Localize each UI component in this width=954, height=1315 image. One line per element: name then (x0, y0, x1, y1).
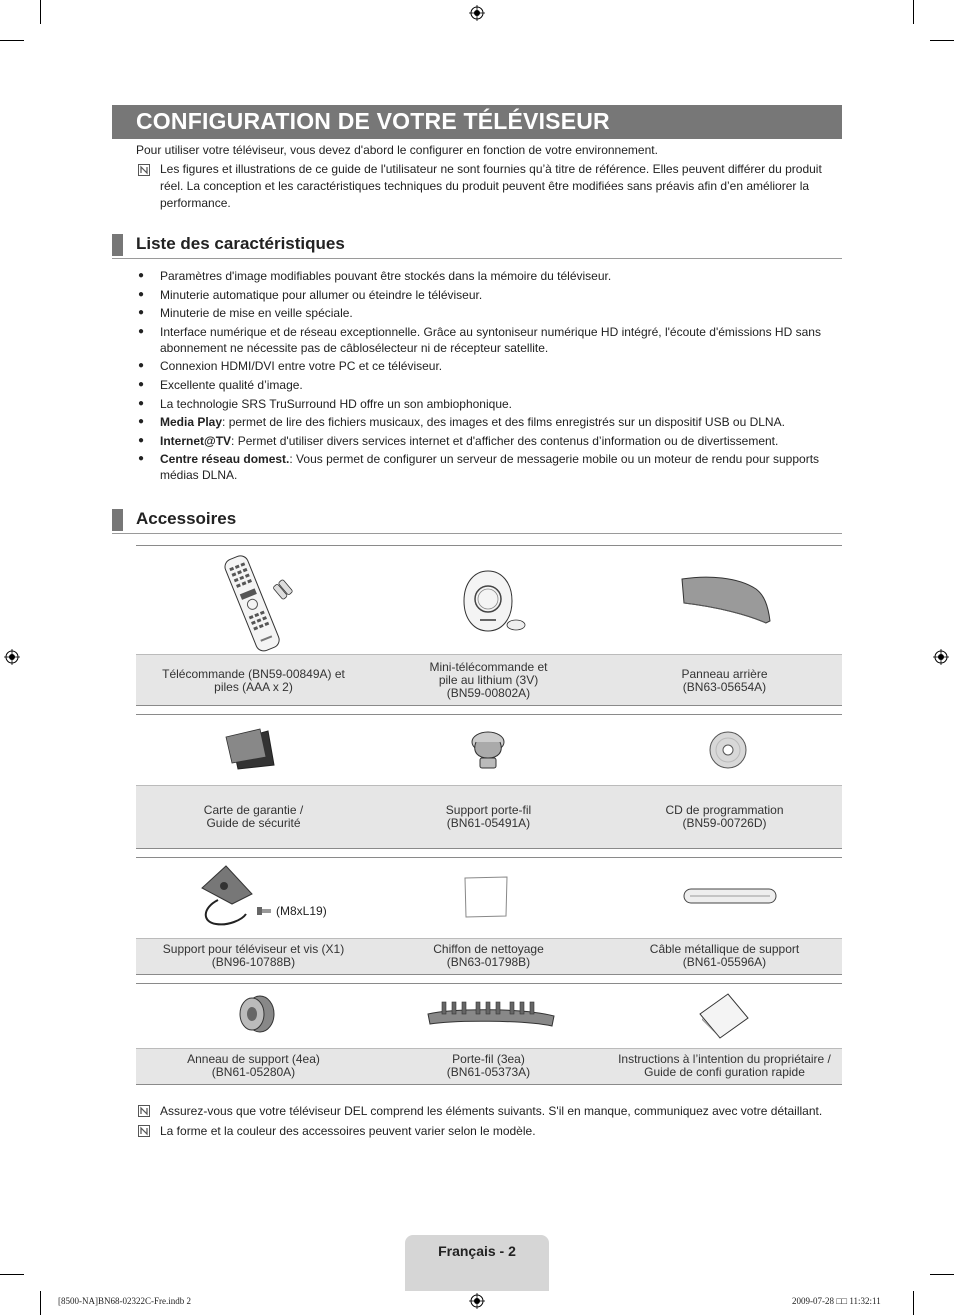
feature-text: Interface numérique et de réseau exceptionnelle. Grâce au syntoniseur numérique HD intégré, l'écoute d'émissions HD sans (160, 324, 821, 339)
crop-mark (913, 0, 914, 24)
bullet-icon: ● (138, 378, 145, 390)
accessory-label (371, 661, 606, 700)
label-line: Guide de sécurité (206, 816, 301, 830)
bullet-icon: ● (138, 397, 145, 409)
intro-note-line: réel. La conception et les caractéristiques techniques du produit peuvent être modifiées sans préavis afin d’en améliorer la (160, 179, 810, 193)
feature-name: Internet@TV (160, 433, 232, 448)
feature-item (136, 396, 841, 412)
feature-text: médias DLNA. (160, 468, 238, 483)
feature-item (136, 324, 841, 356)
feature-item (136, 268, 841, 284)
page-title-bar (112, 105, 842, 139)
feature-item (136, 377, 841, 393)
label-line: Support pour téléviseur et vis (X1) (162, 942, 345, 956)
section-marker (112, 509, 123, 531)
label-line: piles (AAA x 2) (214, 680, 293, 694)
intro-text: Pour utiliser votre téléviseur, vous devez d'abord le configurer en fonction de votre environnement. (136, 143, 658, 157)
label-line: Porte-fil (3ea) (452, 1052, 525, 1066)
accessory-label (607, 943, 842, 969)
accessory-label (607, 668, 842, 694)
feature-text: : permet de lire des fichiers musicaux, des images et des films enregistrés sur un dispositif USB ou DLNA. (222, 415, 785, 430)
feature-text: Minuterie de mise en veille spéciale. (160, 306, 353, 321)
feature-text: Paramètres d'image modifiables pouvant être stockés dans la mémoire du téléviseur. (160, 269, 612, 283)
intro-note-line: Les figures et illustrations de ce guide de l'utilisateur ne sont fournies qu’à titre de référence. Elles peuvent différer du produit (160, 162, 822, 176)
label-line: (BN96-10788B) (211, 955, 296, 969)
feature-text: : Permet d'utiliser divers services internet et d'afficher des contenus d’information ou de divertissement. (231, 433, 779, 448)
accessory-label (136, 804, 371, 830)
wire-holder-icon (466, 728, 510, 772)
features-section-heading (112, 232, 842, 259)
feature-name: Media Play (160, 415, 223, 430)
note-icon (138, 1105, 150, 1117)
feature-text: Minuterie automatique pour allumer ou éteindre le téléviseur. (160, 287, 483, 302)
accessory-label (607, 1053, 842, 1079)
accessory-label (136, 1053, 371, 1079)
page-title: CONFIGURATION DE VOTRE TÉLÉVISEUR (136, 108, 610, 134)
label-line: (BN61-05373A) (446, 1065, 531, 1079)
cd-icon (708, 730, 748, 770)
screw-label: (M8xL19) (276, 904, 327, 918)
feature-item (136, 287, 841, 303)
accessories-heading: Accessoires (136, 509, 237, 528)
bullet-icon: ● (138, 434, 145, 446)
bullet-icon: ● (138, 307, 145, 319)
crop-mark (0, 40, 24, 41)
label-line: Instructions à l’intention du propriétaire / (618, 1052, 831, 1066)
feature-item (136, 358, 841, 374)
feature-name: Centre réseau domest. (160, 452, 290, 467)
label-line: Anneau de support (4ea) (187, 1052, 320, 1066)
note-icon (138, 1125, 150, 1137)
bullet-icon: ● (138, 288, 145, 300)
label-line: Câble métallique de support (649, 942, 800, 956)
label-line: Guide de confi guration rapide (644, 1065, 805, 1079)
intro-note-line: performance. (160, 196, 231, 210)
page-number: Français - 2 (438, 1243, 516, 1259)
registration-mark-icon (469, 1293, 485, 1309)
feature-item (136, 305, 841, 321)
tv-stand-icon (198, 864, 254, 928)
label-line: (BN61-05280A) (211, 1065, 296, 1079)
feature-text: abonnement ne nécessite pas de câblosélecteur ni de récepteur satellite. (160, 340, 549, 355)
wire-holder-set-icon (424, 998, 558, 1030)
feature-item (136, 414, 841, 430)
label-line: (BN61-05596A) (682, 955, 767, 969)
print-slug-left: [8500-NA]BN68-02322C-Fre.indb 2 (58, 1296, 191, 1306)
page-number-tab (405, 1235, 549, 1291)
section-marker (112, 234, 123, 256)
cable-icon (680, 885, 780, 909)
print-slug-right: 2009-07-28 □□ 11:32:11 (792, 1296, 881, 1306)
mini-remote-icon (462, 569, 526, 633)
bullet-icon: ● (138, 325, 145, 337)
crop-mark (913, 1291, 914, 1315)
features-list (136, 268, 841, 486)
accessories-note: Assurez-vous que votre téléviseur DEL comprend les éléments suivants. S'il en manque, communiquez avec votre détaillant. (160, 1104, 823, 1118)
manual-icon (698, 992, 750, 1040)
feature-text: Connexion HDMI/DVI entre votre PC et ce téléviseur. (160, 359, 443, 374)
accessories-section-heading (112, 507, 842, 534)
label-line: CD de programmation (665, 803, 784, 817)
crop-mark (930, 40, 954, 41)
crop-mark (0, 1274, 24, 1275)
label-line: Panneau arrière (681, 667, 768, 681)
registration-mark-icon (469, 5, 485, 21)
accessory-label (136, 668, 371, 694)
label-line: (BN63-05654A) (682, 680, 767, 694)
label-line: Chiffon de nettoyage (433, 942, 544, 956)
feature-text: : Vous permet de configurer un serveur de messagerie mobile ou un moteur de rendu pour supports (289, 452, 820, 467)
feature-item (136, 451, 841, 483)
accessories-note: La forme et la couleur des accessoires peuvent varier selon le modèle. (160, 1124, 536, 1138)
intro-note (160, 161, 850, 212)
crop-mark (40, 1291, 41, 1315)
label-line: (BN59-00802A) (446, 686, 531, 700)
rear-panel-icon (678, 575, 774, 629)
cleaning-cloth-icon (462, 874, 510, 920)
accessory-label (371, 1053, 606, 1079)
label-line: pile au lithium (3V) (438, 673, 539, 687)
feature-text: La technologie SRS TruSurround HD offre un son ambiophonique. (160, 396, 513, 411)
label-line: (BN63-01798B) (446, 955, 531, 969)
label-line: Carte de garantie / (203, 803, 304, 817)
accessory-label (371, 804, 606, 830)
registration-mark-icon (933, 649, 949, 665)
bullet-icon: ● (138, 270, 145, 281)
warranty-card-icon (224, 727, 276, 771)
holder-ring-icon (234, 994, 276, 1036)
label-line: (BN59-00726D) (682, 816, 767, 830)
label-line: Télécommande (BN59-00849A) et (162, 667, 345, 681)
feature-text: Excellente qualité d’image. (160, 377, 303, 392)
screw-icon (256, 905, 272, 917)
accessory-label (607, 804, 842, 830)
accessory-label (371, 943, 606, 969)
crop-mark (40, 0, 41, 24)
accessory-label (136, 943, 371, 969)
bullet-icon: ● (138, 453, 145, 465)
bullet-icon: ● (138, 416, 145, 428)
label-line: (BN61-05491A) (446, 816, 531, 830)
bullet-icon: ● (138, 360, 145, 372)
features-heading: Liste des caractéristiques (136, 234, 345, 253)
note-icon (138, 164, 150, 176)
remote-control-icon (208, 552, 298, 654)
label-line: Support porte-fil (445, 803, 532, 817)
feature-item (136, 433, 841, 449)
crop-mark (930, 1274, 954, 1275)
registration-mark-icon (4, 649, 20, 665)
label-line: Mini-télécommande et (429, 660, 548, 674)
